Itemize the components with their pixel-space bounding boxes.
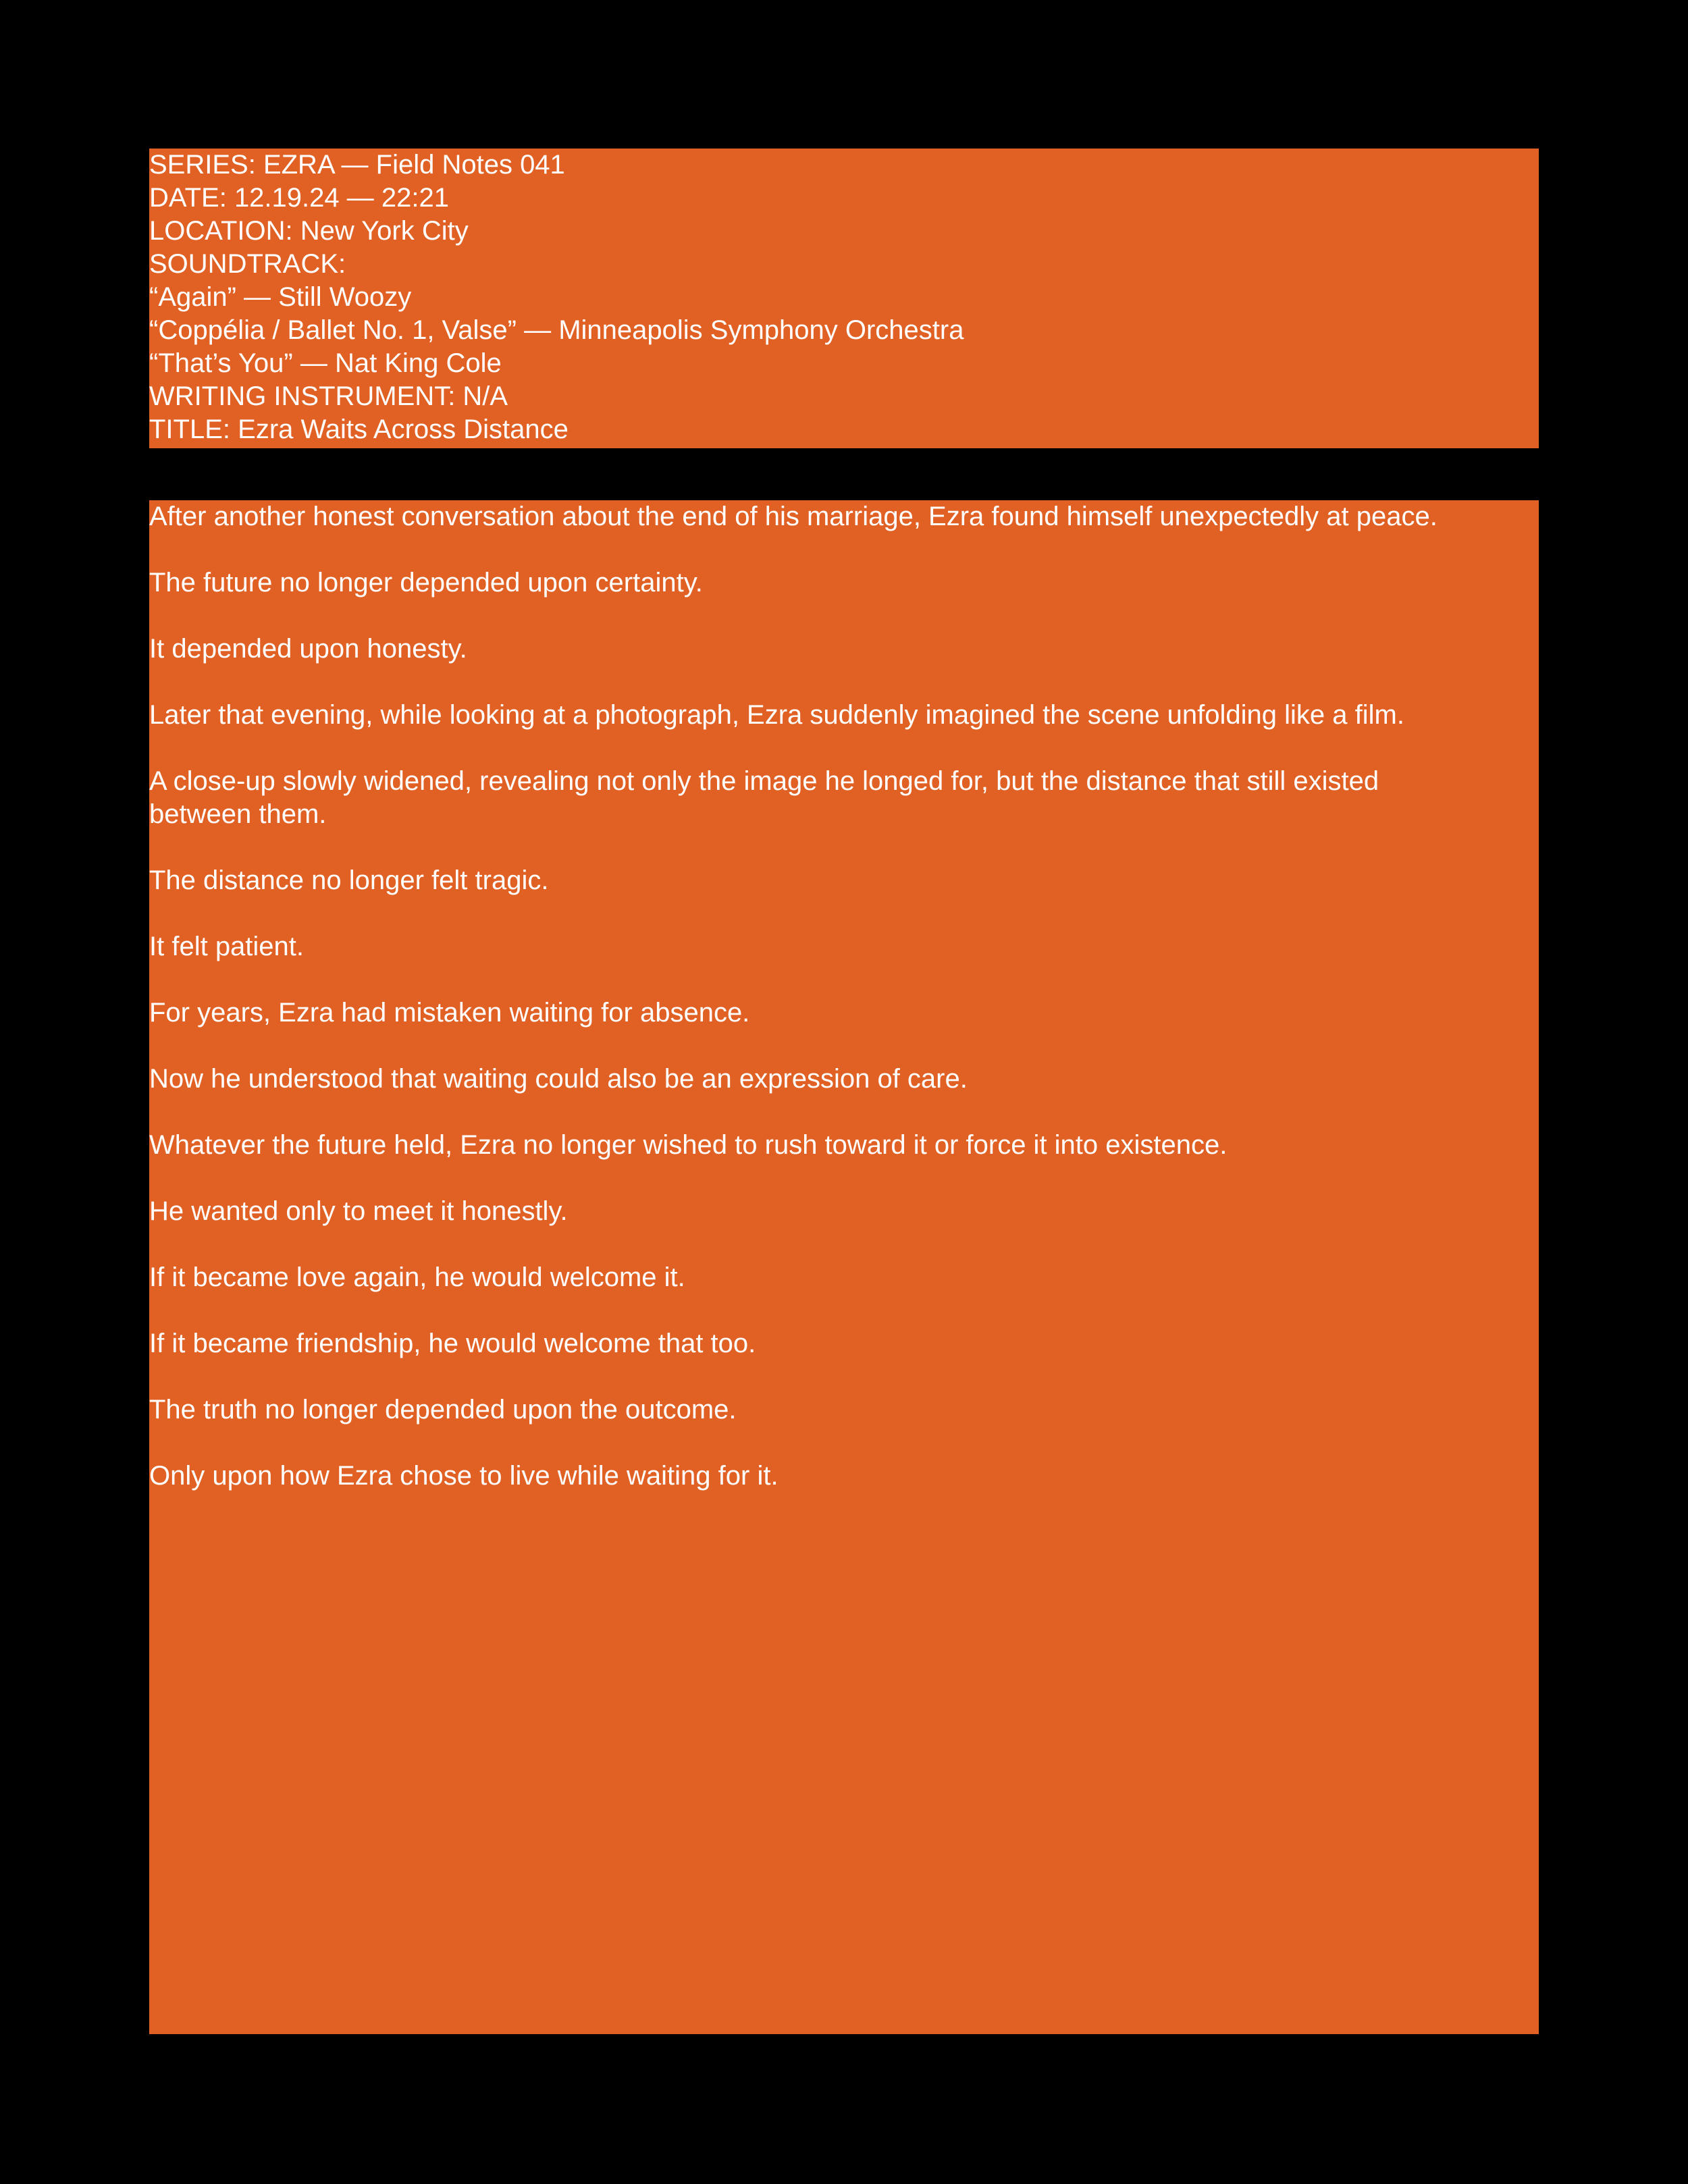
soundtrack-label: SOUNDTRACK:	[149, 249, 346, 279]
soundtrack-track: “Coppélia / Ballet No. 1, Valse” — Minneapolis Symphony Orchestra	[149, 315, 964, 345]
series-line: SERIES: EZRA — Field Notes 041	[149, 150, 565, 180]
date-line: DATE: 12.19.24 — 22:21	[149, 183, 449, 213]
body-paragraph: If it became love again, he would welcome it.	[149, 1262, 685, 1292]
body-panel	[149, 500, 1539, 2034]
body-paragraph: Whatever the future held, Ezra no longer wished to rush toward it or force it into existence.	[149, 1130, 1228, 1160]
soundtrack-track: “That’s You” — Nat King Cole	[149, 348, 502, 378]
body-paragraph: The distance no longer felt tragic.	[149, 865, 549, 895]
body-paragraph: A close-up slowly widened, revealing not only the image he longed for, but the distance that still existed between them.	[149, 766, 1379, 829]
body-paragraph: For years, Ezra had mistaken waiting for absence.	[149, 998, 750, 1028]
body-paragraph: The future no longer depended upon certainty.	[149, 568, 703, 597]
body-paragraph: If it became friendship, he would welcome that too.	[149, 1329, 756, 1358]
metadata-panel	[149, 149, 1539, 448]
body-paragraph: Now he understood that waiting could also be an expression of care.	[149, 1064, 968, 1094]
body-paragraph: Later that evening, while looking at a photograph, Ezra suddenly imagined the scene unfolding like a film.	[149, 700, 1404, 730]
body-paragraph: After another honest conversation about the end of his marriage, Ezra found himself unexpectedly at peace.	[149, 502, 1438, 531]
body-paragraph: Only upon how Ezra chose to live while waiting for it.	[149, 1461, 779, 1491]
body-paragraph: It felt patient.	[149, 932, 305, 961]
writing-instrument-line: WRITING INSTRUMENT: N/A	[149, 381, 508, 411]
title-line: TITLE: Ezra Waits Across Distance	[149, 415, 569, 444]
body-paragraph: He wanted only to meet it honestly.	[149, 1196, 568, 1226]
location-line: LOCATION: New York City	[149, 216, 469, 246]
body-paragraph: It depended upon honesty.	[149, 634, 467, 664]
body-paragraph: The truth no longer depended upon the outcome.	[149, 1395, 737, 1424]
soundtrack-track: “Again” — Still Woozy	[149, 282, 412, 312]
